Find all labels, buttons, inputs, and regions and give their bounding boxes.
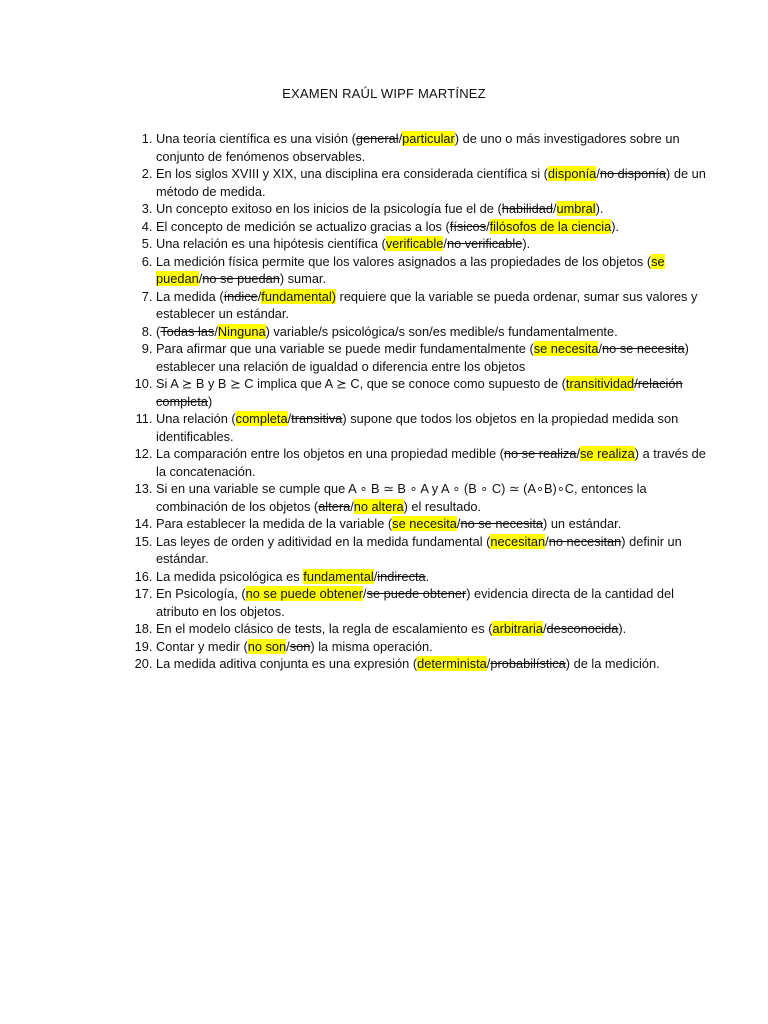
question-text: ) la misma operación. [310,638,433,654]
highlighted-answer: verificable [385,236,444,251]
question-item [156,533,716,568]
struck-option: Todas las [160,323,215,339]
question-text: ) supone que todos los objetos en la propiedad medida son identificables. [156,411,679,444]
question-text: En los siglos XVIII y XIX, una disciplina era considerada científica si ( [156,166,548,181]
struck-option: físicos [449,218,487,234]
page-title: EXAMEN RAÚL WIPF MARTÍNEZ [282,86,486,101]
struck-option: /relación completa [156,376,683,409]
question-item [156,655,716,673]
question-text: Contar y medir ( [156,638,248,654]
struck-option: indirecta [377,568,426,584]
question-text: Para afirmar que una variable se puede medir fundamentalmente ( [156,341,534,356]
question-text: ). [618,621,627,636]
question-text: La medida psicológica es [156,568,304,584]
question-text: El concepto de medición se actualizo gracias a los ( [156,218,450,234]
question-item [156,200,716,218]
struck-option: no verificable [446,236,523,251]
question-text: / [287,411,292,426]
question-text: requiere que la variable se pueda ordenar, sumar sus valores y establecer un estándar. [156,288,698,321]
question-text: ) de uno o más investigadores sobre un conjunto de fenómenos observables. [156,131,680,164]
question-item [156,585,716,620]
question-text: / [373,568,378,584]
question-text: . [425,568,430,584]
question-text: ) definir un estándar. [156,533,682,566]
question-text: / [456,516,461,531]
struck-option: no necesitan [548,533,622,549]
question-text: ) evidencia directa de la cantidad del atributo en los objetos. [156,586,674,619]
highlighted-answer: se necesita [392,516,457,531]
struck-option: se puede obtener [366,586,467,601]
question-item [156,253,716,288]
question-text: / [598,341,603,356]
highlighted-answer: transitividad [565,376,635,391]
highlighted-answer: fundamental) [261,288,336,304]
highlighted-answer: no son [247,638,287,654]
struck-option: no se necesita [460,516,543,531]
highlighted-answer: filósofos de la ciencia [489,218,612,234]
question-item [156,620,716,638]
question-item [156,410,716,445]
struck-option: desconocida [546,621,619,636]
question-text: / [486,656,491,671]
struck-option: probabilística [490,656,566,671]
highlighted-answer: particular [402,131,455,146]
highlighted-answer: fundamental [303,568,374,584]
question-text: ) de un método de medida. [156,166,706,199]
question-text: Una relación es una hipótesis científica ( [156,236,386,251]
question-text: La medición física permite que los valores asignados a las propiedades de los objetos ( [156,253,652,269]
question-text: / [486,218,490,234]
struck-option: general [355,131,399,146]
question-text: ) [207,393,213,409]
question-text: / [596,166,600,181]
question-text: La medida aditiva conjunta es una expresión ( [156,656,418,671]
question-text: ) establecer una relación de igualdad o diferencia entre los objetos [156,341,689,374]
struck-option: habilidad [501,201,553,216]
question-text: ). [522,236,531,251]
question-text: Una teoría científica es una visión ( [156,131,356,146]
struck-option: no disponía [599,166,667,181]
question-text: / [398,131,403,146]
question-text: ) un estándar. [543,516,622,531]
question-text: La medida ( [156,288,224,304]
struck-option: no se necesita [602,341,685,356]
question-item [156,480,716,515]
question-item [156,288,716,323]
struck-option: altera [318,498,351,514]
struck-option: son [289,638,311,654]
question-text: La comparación entre los objetos en una propiedad medible ( [156,446,504,461]
question-item [156,515,716,533]
question-item [156,235,716,253]
question-text: ). [611,218,620,234]
question-item [156,445,716,480]
question-item [156,130,716,165]
question-text: / [214,323,218,339]
question-item [156,165,716,200]
highlighted-answer: necesitan [490,533,546,549]
highlighted-answer: disponía [547,166,597,181]
question-text: / [257,288,262,304]
highlighted-answer: completa [235,411,288,426]
highlighted-answer: no altera [353,498,404,514]
question-text: ). [595,201,604,216]
highlighted-answer: arbitraria [492,621,543,636]
question-text: ) sumar. [279,271,327,286]
struck-option: transitiva [291,411,343,426]
question-text: Las leyes de orden y aditividad en la medida fundamental ( [156,533,491,549]
question-text: / [576,446,580,461]
question-text: ) a través de la concatenación. [156,446,706,479]
question-text: ) variable/s psicológica/s son/es medible/s fundamentalmente. [265,323,618,339]
question-item [156,375,716,410]
question-text: / [552,201,557,216]
question-item [156,568,716,586]
question-item [156,218,716,236]
highlighted-answer: umbral [556,201,596,216]
question-text: Un concepto exitoso en los inicios de la psicología fue el de ( [156,201,502,216]
question-item [156,323,716,341]
question-list [110,130,716,673]
question-text: / [286,638,290,654]
question-text: Si en una variable se cumple que A ∘ B ≃ B ∘ A y A ∘ (B ∘ C) ≃ (A∘B)∘C, entonces la combinación de los objetos ( [156,481,647,514]
question-text: / [542,621,547,636]
highlighted-answer: se necesita [533,341,599,356]
question-text: En el modelo clásico de tests, la regla de escalamiento es ( [156,621,493,636]
question-text: En Psicología, ( [156,586,246,601]
question-text: / [363,586,367,601]
question-text: Para establecer la medida de la variable ( [156,516,393,531]
question-text: Si A ⪰ B y B ⪰ C implica que A ⪰ C, que se conoce como supuesto de ( [156,376,566,391]
question-text: / [198,271,203,286]
question-text: ) de la medición. [565,656,660,671]
highlighted-answer: Ninguna [217,323,266,339]
question-text: ( [156,323,161,339]
question-text: / [350,498,354,514]
struck-option: índice [223,288,258,304]
highlighted-answer: determinista [417,656,487,671]
question-item [156,340,716,375]
struck-option: no se puedan [202,271,280,286]
question-text: Una relación ( [156,411,236,426]
struck-option: no se realiza [503,446,577,461]
highlighted-answer: no se puede obtener [245,586,364,601]
question-item [156,638,716,656]
highlighted-answer: se puedan [156,253,665,286]
question-text: ) el resultado. [403,498,482,514]
question-text: / [545,533,549,549]
question-text: / [443,236,447,251]
highlighted-answer: se realiza [580,446,635,461]
